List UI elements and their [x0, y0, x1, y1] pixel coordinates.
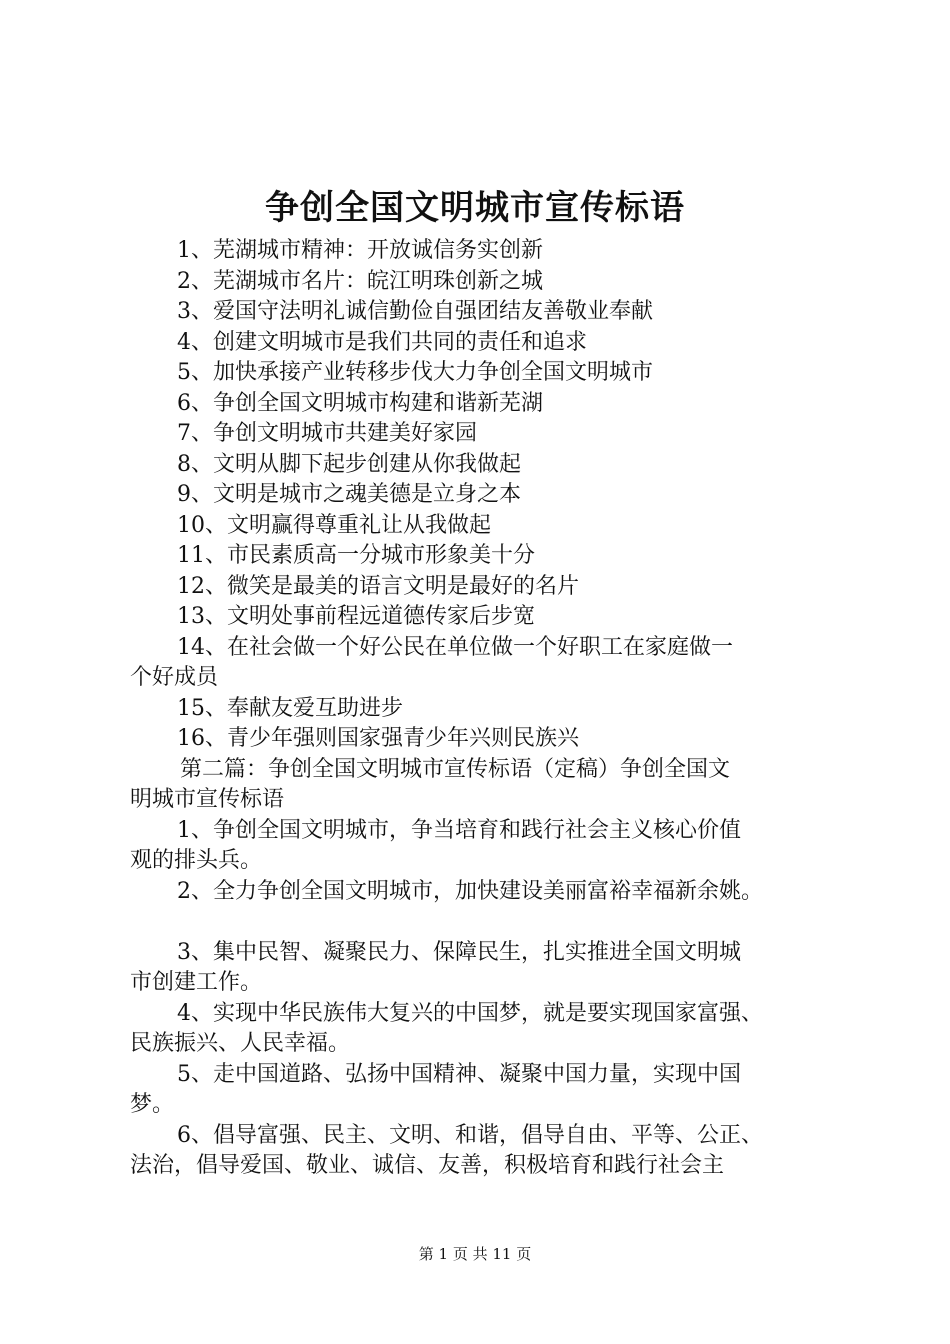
text-line: 6、争创全国文明城市构建和谐新芜湖 — [177, 390, 543, 416]
text-line: 9、文明是城市之魂美德是立身之本 — [177, 482, 521, 507]
text-line: 4、实现中华民族伟大复兴的中国梦，就是要实现国家富强、 — [177, 1000, 763, 1026]
text-line: 14、在社会做一个好公民在单位做一个好职工在家庭做一 — [177, 634, 733, 660]
text-line: 明城市宣传标语 — [130, 787, 285, 812]
text-line: 3、集中民智、凝聚民力、保障民生，扎实推进全国文明城 — [177, 939, 741, 965]
text-line: 11、市民素质高一分城市形象美十分 — [177, 543, 535, 568]
text-line: 市创建工作。 — [130, 970, 263, 995]
text-line: 8、文明从脚下起步创建从你我做起 — [177, 451, 521, 477]
text-line: 6、倡导富强、民主、文明、和谐，倡导自由、平等、公正、 — [177, 1122, 763, 1148]
page-footer: 第 1 页 共 11 页 — [418, 1245, 532, 1263]
text-line: 4、创建文明城市是我们共同的责任和追求 — [177, 329, 587, 355]
text-line: 2、芜湖城市名片：皖江明珠创新之城 — [177, 268, 543, 294]
text-line: 观的排头兵。 — [130, 848, 263, 873]
text-line: 12、微笑是最美的语言文明是最好的名片 — [177, 573, 579, 599]
text-line: 1、争创全国文明城市，争当培育和践行社会主义核心价值 — [177, 817, 741, 843]
text-line: 民族振兴、人民幸福。 — [130, 1031, 351, 1056]
blank-line — [130, 907, 860, 938]
text-line: 15、奉献友爱互助进步 — [177, 695, 403, 721]
text-line: 3、爱国守法明礼诚信勤俭自强团结友善敬业奉献 — [177, 299, 653, 324]
text-line: 5、加快承接产业转移步伐大力争创全国文明城市 — [177, 360, 653, 385]
document-title: 争创全国文明城市宣传标语 — [265, 188, 685, 228]
text-line: 法治，倡导爱国、敬业、诚信、友善，积极培育和践行社会主 — [130, 1153, 725, 1178]
document-body — [130, 236, 860, 1182]
text-line: 2、全力争创全国文明城市，加快建设美丽富裕幸福新余姚。 — [177, 878, 763, 904]
text-line: 1、芜湖城市精神：开放诚信务实创新 — [177, 238, 543, 263]
text-line: 16、青少年强则国家强青少年兴则民族兴 — [177, 726, 579, 751]
text-line: 13、文明处事前程远道德传家后步宽 — [177, 604, 535, 629]
text-line: 第二篇：争创全国文明城市宣传标语（定稿）争创全国文 — [180, 756, 731, 782]
text-line: 10、文明赢得尊重礼让从我做起 — [177, 512, 491, 538]
text-line: 梦。 — [130, 1092, 175, 1117]
text-line: 5、走中国道路、弘扬中国精神、凝聚中国力量，实现中国 — [177, 1061, 741, 1087]
text-line: 7、争创文明城市共建美好家园 — [177, 421, 477, 446]
text-line: 个好成员 — [130, 665, 219, 690]
